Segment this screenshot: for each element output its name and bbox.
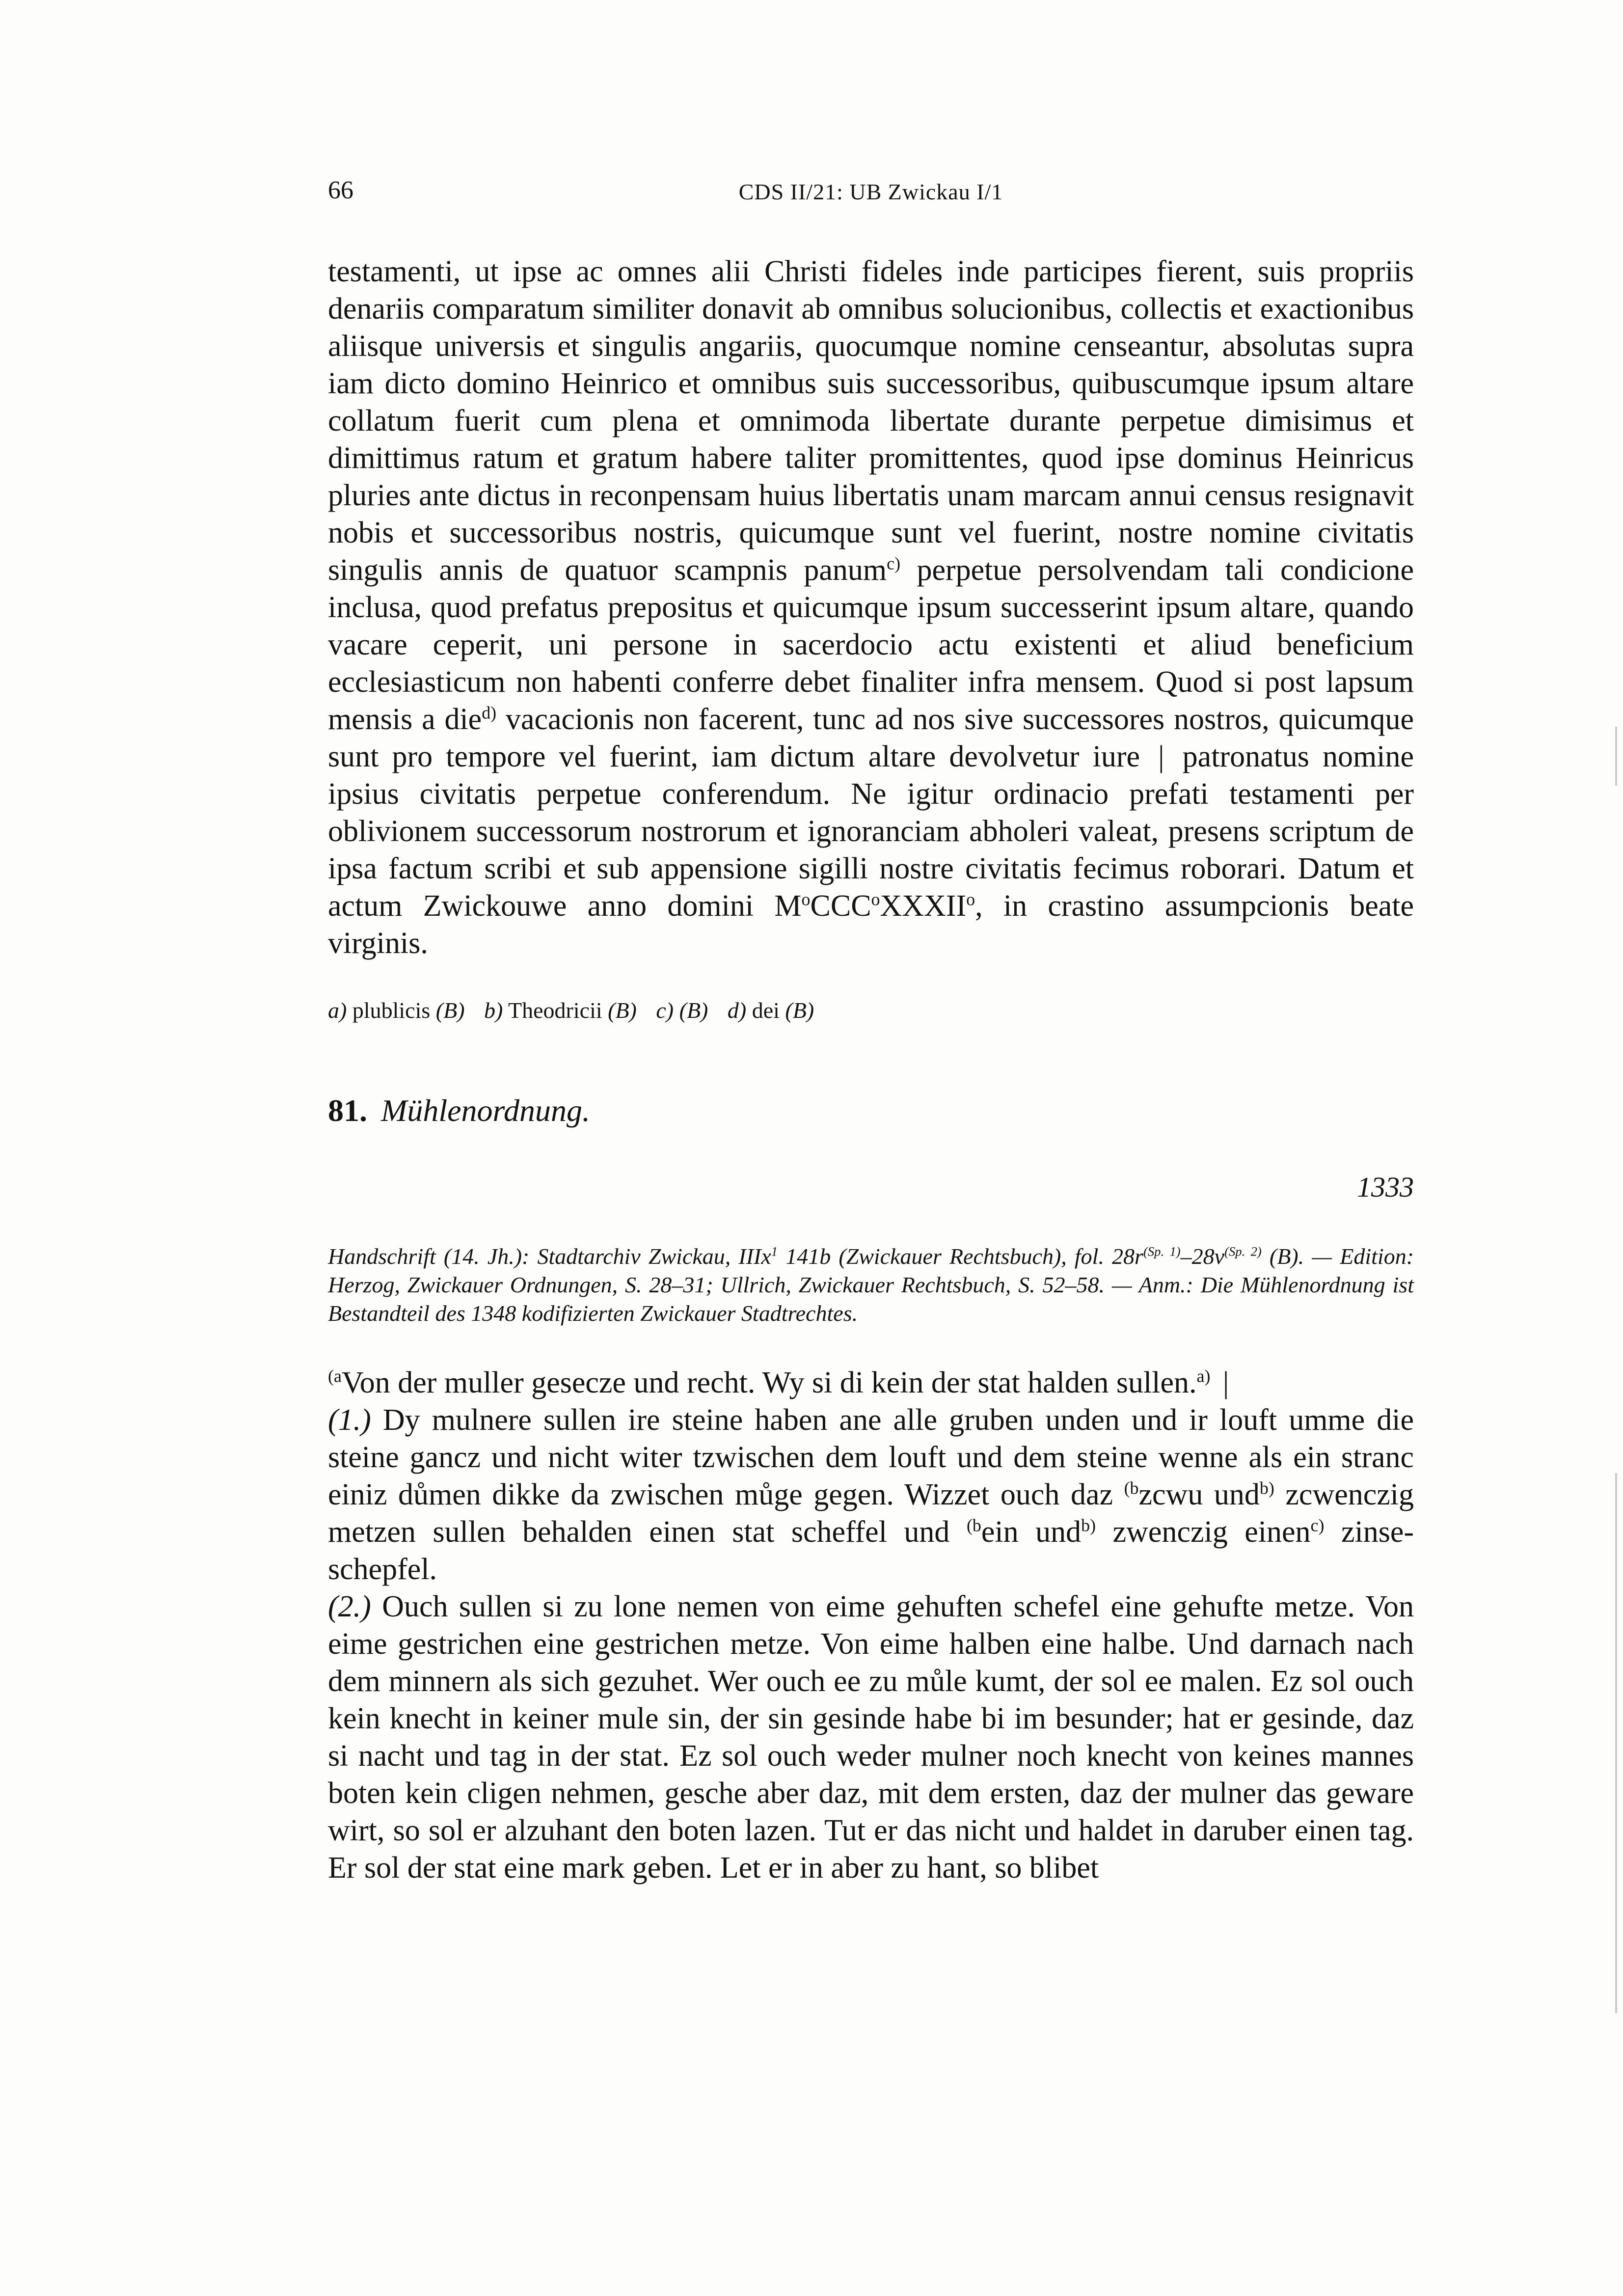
text-segment: patronatus nomine ipsius civitatis perpetue conferendum. Ne igitur ordinacio prefati testamenti per oblivionem successorum nostrorum et ignoranciam abholeri valeat, presens scriptum de ipsa factum scribi et sub appensione sigilli nostre civitatis fecimus roborari. Datum et actum Zwickouwe anno domini M [328,740,1414,923]
source-text: 141b (Zwickauer Rechtsbuch), fol. 28r [778,1244,1143,1269]
document-date: 1333 [1357,1171,1414,1203]
text-segment: Dy mulnere sullen ire steine haben ane alle gruben unden und ir louft umme die steine gancz und nicht witer tzwischen dem louft und dem steine wenne als ein stranc einiz důmen dikke da zwischen můge gegen. Wizzet ouch daz [328,1403,1414,1511]
footnote-source: (B) [785,998,814,1023]
running-title: CDS II/21: UB Zwickau I/1 [738,179,1003,204]
paragraph-2 [328,1588,1414,1886]
text-segment: XXXII [880,889,967,923]
superscript: (Sp. 1) [1143,1244,1181,1259]
footnote-marker-c: c) [1310,1515,1325,1535]
footnote-text: dei [752,998,780,1023]
footnote-marker-a-open: (a [328,1366,342,1386]
footnote [728,998,814,1023]
superscript-o: o [966,889,975,909]
footnote-marker-b-close: b) [1081,1515,1096,1535]
footnote-marker-a-close: a) [1196,1366,1211,1386]
source-note [328,1242,1414,1328]
scan-edge-mark [1615,727,1617,786]
footnote-mark: d) [727,998,747,1023]
text-segment: zcwenczig metzen sullen behalden einen stat scheffel und [328,1478,1414,1549]
footnote-source: (B) [435,998,465,1023]
mill-ordinance-text [328,1364,1414,1886]
text-segment: testamenti, ut ipse ac omnes alii Christi fideles inde participes fierent, suis propriis denariis comparatum similiter donavit ab omnibus solucionibus, collectis et exactionibus aliisque universis et singulis angariis, quocumque nomine censeantur, absolutas supra iam dicto domino Heinrico et omnibus suis successoribus, quibuscumque ipsum altare collatum fuerit cum plena et omnimoda libertate durante perpetue dimisimus et dimittimus ratum et gratum habere taliter promittentes, quod ipse dominus Heinricus pluries ante dictus in reconpensam huius libertatis unam marcam annui census resignavit nobis et successoribus nostris, quicumque sunt vel fuerint, nostre nomine civitatis singulis annis de quatuor scampnis panum [328,255,1414,587]
section-number: 81. [328,1093,367,1128]
text-segment: zwenczig einen [1096,1515,1311,1549]
footnote [656,998,708,1023]
scan-edge-mark [1615,1473,1617,2013]
text-segment: perpetue persolvendam tali condicione inclusa, quod prefatus prepositus et quicumque ipsum successerint ipsum altare, quando vacare ceperit, uni persone in sacerdocio actu existenti et aliud beneficium ecclesiasticum non habenti conferre debet finaliter infra mensem. Quod si post lapsum mensis a die [328,553,1414,736]
source-text: –28v [1180,1244,1225,1269]
footnote-text: Theodricii [508,998,602,1023]
footnote-marker-b-open: (b [966,1515,981,1535]
charter-text-continuation [328,253,1414,962]
footnote-marker-b-open: (b [1124,1478,1139,1498]
text-segment: zinse-schepfel. [328,1515,1414,1586]
text-segment: zcwu und [1138,1478,1260,1511]
heading-text: Von der muller gesecze und recht. Wy si di kein der stat halden sullen. [341,1366,1197,1399]
text-segment: , in crastino assumpcionis beate virginis. [328,889,1414,960]
footnote-mark: c) [656,998,674,1023]
paragraph-number: (2.) [328,1590,371,1623]
source-text: (B). — Edition: Herzog, Zwickauer Ordnungen, S. 28–31; Ullrich, Zwickauer Rechtsbuch, S. 52–58. — Anm.: Die Mühlenordnung ist Bestandteil des 1348 kodifizierten Zwickauer Stadtrechtes. [328,1244,1414,1326]
page-break-bar: | [1222,1366,1229,1399]
footnote-mark: b) [484,998,503,1023]
superscript-o: o [871,889,880,909]
footnote-marker-c: c) [887,553,901,574]
paragraph-1 [328,1401,1414,1588]
footnote-source: (B) [679,998,708,1023]
text-segment: Ouch sullen si zu lone nemen von eime gehuften schefel eine gehufte metze. Von eime gestrichen eine gestrichen metze. Von eime halben eine halbe. Und darnach nach dem minnern als sich gezuhet. Wer ouch ee zu můle kumt, der sol ee malen. Ez sol ouch kein knecht in keiner mule sin, der sin gesinde habe bi im besunder; hat er gesinde, daz si nacht und tag in der stat. Ez sol ouch weder mulner noch knecht von keines mannes boten kein cligen nehmen, gesche aber daz, mit dem ersten, daz der mulner das geware wirt, so sol er alzuhant den boten lazen. Tut er das nicht und haldet in daruber einen tag. Er sol der stat eine mark geben. Let er in aber zu hant, so blibet [328,1590,1414,1885]
footnote-source: (B) [608,998,637,1023]
footnote-marker-b-close: b) [1259,1478,1274,1498]
page-break-bar: | [1158,740,1164,773]
footnote [484,998,637,1023]
superscript-o: o [801,889,811,909]
superscript: (Sp. 2) [1224,1244,1262,1259]
footnotes [328,996,1414,1025]
section-title: Mühlenordnung. [381,1093,591,1128]
section-heading [328,1091,590,1130]
footnote [328,998,465,1023]
footnote-mark: a) [328,998,347,1023]
ordinance-heading [328,1364,1414,1401]
page-number: 66 [328,176,353,204]
text-segment: ein und [981,1515,1082,1549]
text-segment: CCC [810,889,871,923]
text-segment: vacacionis non facerent, tunc ad nos sive successores nostros, quicumque sunt pro tempore vel fuerint, iam dictum altare devolvetur iure [328,703,1414,773]
source-text: Handschrift (14. Jh.): Stadtarchiv Zwickau, IIIx [328,1244,771,1269]
footnote-text: plublicis [352,998,431,1023]
superscript: 1 [771,1244,778,1259]
paragraph-number: (1.) [328,1403,371,1437]
footnote-marker-d: d) [482,703,497,723]
page-header [328,176,1414,215]
